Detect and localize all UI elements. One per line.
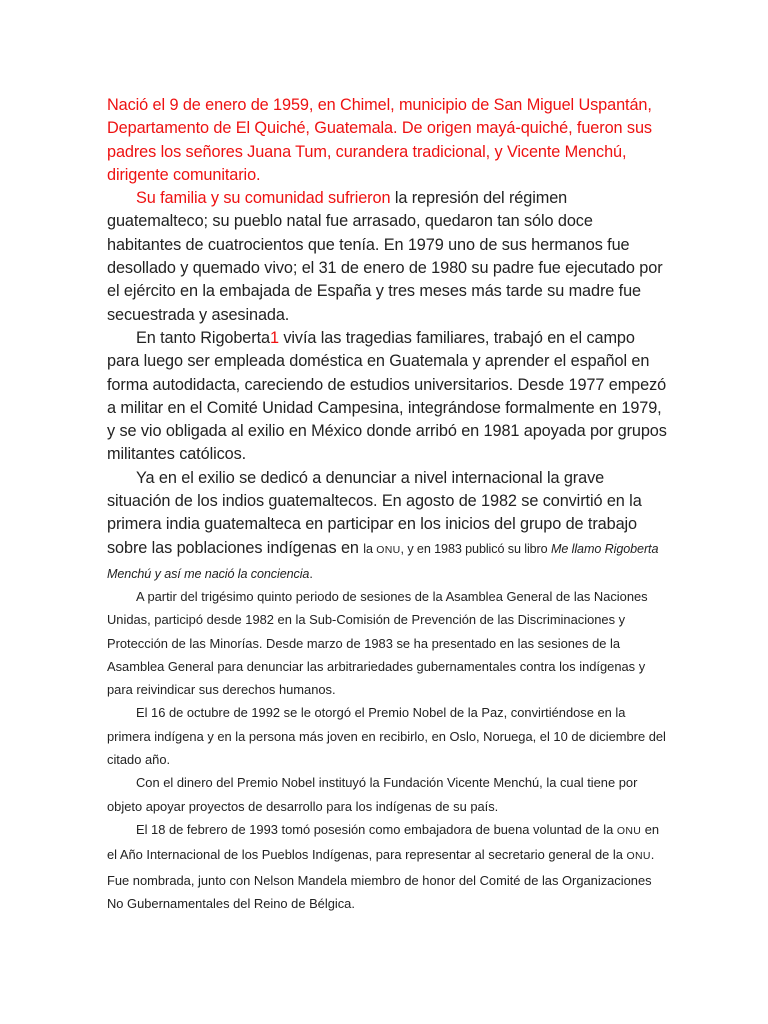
paragraph-ambassador (107, 818, 667, 915)
paragraph-foundation: Con el dinero del Premio Nobel instituyó la Fundación Vicente Menchú, la cual tiene por objeto apoyar proyectos de desarrollo para los indígenas de su país. (107, 775, 638, 814)
highlighted-phrase: Su familia y su comunidad sufrieron (136, 189, 391, 208)
paragraph-ambassador-c: . Fue nombrada, junto con Nelson Mandela miembro de honor del Comité de las Organizaciones No Gubernamentales del Reino de Bélgica. (107, 847, 655, 911)
paragraph-denounce-la: la (363, 541, 377, 556)
paragraph-repression (107, 187, 667, 327)
paragraph-ambassador-b: en el Año Internacional de los Pueblos Indígenas, para representar al secretario general de la (107, 821, 660, 863)
paragraph-un-sessions: A partir del trigésimo quinto periodo de sesiones de la Asamblea General de las Naciones Unidas, participó desde 1982 en la Sub-Comisión de Prevención de las Discriminaciones y Protección de las Minorías. Desde marzo de 1983 se ha presentado en las sesiones de la Asamblea General para denunciar las arbitrariedades gubernamentales contra los indígenas y para reivindicar sus derechos humanos. (107, 589, 648, 698)
paragraph-ambassador-a: El 18 de febrero de 1993 tomó posesión como embajadora de buena voluntad de la (136, 821, 617, 837)
footnote-marker[interactable]: 1 (269, 328, 279, 347)
paragraph-exile-text: vivía las tragedias familiares, trabajó en el campo para luego ser empleada doméstica en Guatemala y aprender el español en forma autodidacta, careciendo de estudios universitarios. Desde 1977 empezó a militar en el Comité Unidad Campesina, integrándose formalmente en 1979, y se vio obligada al exilio en México donde arribó en 1981 apoyada por grupos militantes católicos. (107, 328, 667, 464)
paragraph-repression-text: la represión del régimen guatemalteco; su pueblo natal fue arrasado, quedaron tan sólo doce habitantes de cuatrocientos que tenía. En 1979 uno de sus hermanos fue desollado y quemado vivo; el 31 de enero de 1980 su padre fue ejecutado por el ejército en la embajada de España y tres meses más tarde su madre fue secuestrada y asesinada. (107, 189, 663, 324)
paragraph-denounce-mid: , y en 1983 publicó su libro (400, 541, 551, 556)
body-large-section (107, 94, 667, 586)
paragraph-denounce (107, 467, 667, 586)
onu-abbreviation: ONU (626, 850, 651, 863)
paragraph-exile-start: En tanto Rigoberta (136, 328, 270, 347)
paragraph-exile (107, 327, 667, 467)
onu-abbreviation: ONU (616, 824, 642, 837)
paragraph-denounce-start: Ya en el exilio se dedicó a denunciar a nivel internacional la grave situación de los indios guatemaltecos. En agosto de 1982 se convirtió en la primera india guatemalteca en participar en los inicios del grupo de trabajo sobre las poblaciones indígenas en (107, 468, 642, 557)
paragraph-denounce-end: . (309, 566, 313, 581)
paragraph-nobel: El 16 de octubre de 1992 se le otorgó el Premio Nobel de la Paz, convirtiéndose en la primera indígena y en la persona más joven en recibirlo, en Oslo, Noruega, el 10 de diciembre del citado año. (107, 705, 666, 768)
paragraph-birth: Nació el 9 de enero de 1959, en Chimel, municipio de San Miguel Uspantán, Departamento de El Quiché, Guatemala. De origen mayá-quiché, fueron sus padres los señores Juana Tum, curandera tradicional, y Vicente Menchú, dirigente comunitario. (107, 96, 652, 184)
book-title: Me llamo Rigoberta Menchú y así me nació la conciencia (107, 541, 659, 581)
body-small-section (107, 585, 667, 915)
onu-abbreviation: ONU (376, 543, 401, 556)
